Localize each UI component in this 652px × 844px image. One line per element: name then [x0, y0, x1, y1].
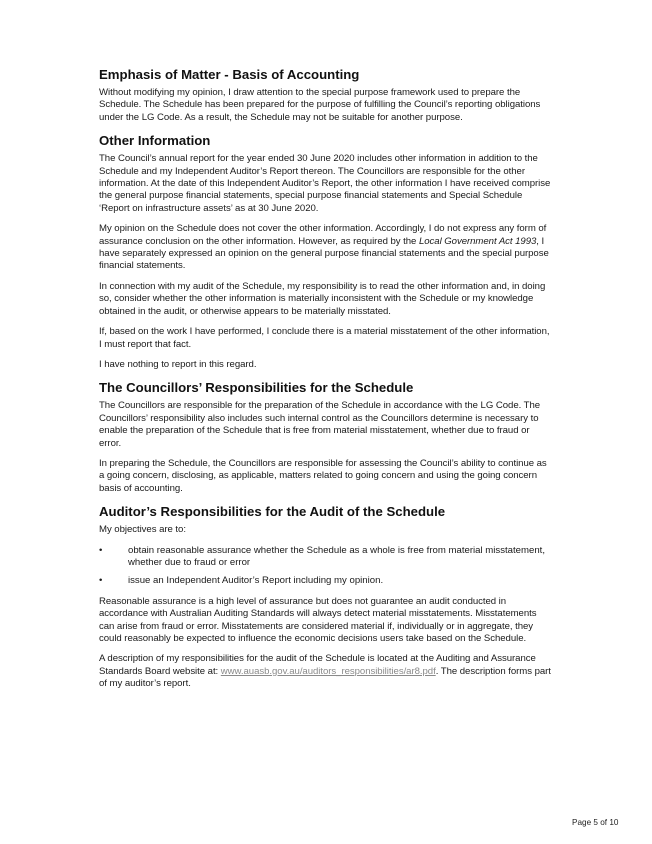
emphasis-section: [99, 66, 551, 124]
emphasis-heading: Emphasis of Matter - Basis of Accounting: [99, 67, 360, 82]
councillors-paragraph-2: In preparing the Schedule, the Councillors are responsible for assessing the Council’s ability to continue as a going concern, disclosing, as applicable, matters related to going concern and using the going concern basis of accounting.: [99, 457, 547, 494]
p2-text-before: My opinion on the Schedule does not cover the other information. Accordingly, I do not express any form of assurance conclusion on the other information. However, as required by the: [99, 223, 547, 247]
list-item-text: obtain reasonable assurance whether the Schedule as a whole is free from material misstatement, whether due to fraud or error: [128, 544, 546, 568]
document-page: [99, 66, 551, 699]
objectives-list: [99, 545, 551, 588]
list-item: [99, 545, 551, 570]
auditor-intro: My objectives are to:: [99, 524, 186, 536]
list-item: [99, 575, 551, 587]
p2-text-before: A description of my responsibilities for the audit of the Schedule is located at the Auditing and Assurance Standards Board website at:: [99, 653, 536, 677]
auditor-section: [99, 503, 551, 690]
councillors-section: [99, 379, 551, 495]
auditor-paragraph-1: Reasonable assurance is a high level of assurance but does not guarantee an audit conducted in accordance with Australian Auditing Standards will always detect material misstatements. Misstatements can arise from fraud or error. Misstatements are considered material if, individually or in aggregate, they could reasonably be expected to influence the economic decisions users take based on the Schedule.: [99, 595, 537, 644]
other-information-paragraph-4: If, based on the work I have performed, I conclude there is a material misstatement of the other information, I must report that fact.: [99, 326, 550, 350]
other-information-paragraph-1: The Council’s annual report for the year ended 30 June 2020 includes other information in addition to the Schedule and my Independent Auditor’s Report thereon. The Councillors are responsible for the other information. At the date of this Independent Auditor’s Report, the other information I have received comprise the general purpose financial statements, special purpose financial statements and Special Schedule ‘Report on infrastructure assets’ as at 30 June 2020.: [99, 153, 551, 214]
emphasis-paragraph-1: Without modifying my opinion, I draw attention to the special purpose framework used to prepare the Schedule. The Schedule has been prepared for the purpose of fulfilling the Council’s reporting obligations under the LG Code. As a result, the Schedule may not be suitable for another purpose.: [99, 87, 541, 123]
auditor-heading: Auditor’s Responsibilities for the Audit of the Schedule: [99, 504, 446, 520]
councillors-heading: The Councillors’ Responsibilities for the Schedule: [99, 380, 414, 396]
other-information-paragraph-2: [99, 223, 551, 273]
local-government-act-citation: Local Government Act 1993: [418, 235, 537, 247]
auditor-paragraph-2: [99, 653, 551, 690]
auasb-link[interactable]: www.auasb.gov.au/auditors_responsibilities/ar8.pdf: [220, 665, 436, 677]
bullet-icon: •: [99, 575, 103, 587]
page-number: Page 5 of 10: [572, 818, 619, 827]
list-item-text: issue an Independent Auditor’s Report including my opinion.: [128, 575, 384, 587]
other-information-section: [99, 132, 551, 371]
p2-text-after: , I have separately expressed an opinion on the general purpose financial statements and the special purpose financial statements.: [99, 235, 549, 272]
bullet-icon: •: [99, 544, 103, 556]
other-information-paragraph-3: In connection with my audit of the Schedule, my responsibility is to read the other information and, in doing so, consider whether the other information is materially inconsistent with the Schedule or my knowledge obtained in the audit, or otherwise appears to be materially misstated.: [99, 280, 546, 317]
p2-text-after: . The description forms part of my auditor’s report.: [99, 665, 551, 690]
other-information-paragraph-5: I have nothing to report in this regard.: [99, 358, 257, 370]
councillors-paragraph-1: The Councillors are responsible for the preparation of the Schedule in accordance with the LG Code. The Councillors’ responsibility also includes such internal control as the Councillors determine is necessary to enable the preparation of the Schedule that is free from material misstatement, whether due to fraud or error.: [99, 400, 541, 449]
other-information-heading: Other Information: [99, 133, 211, 149]
